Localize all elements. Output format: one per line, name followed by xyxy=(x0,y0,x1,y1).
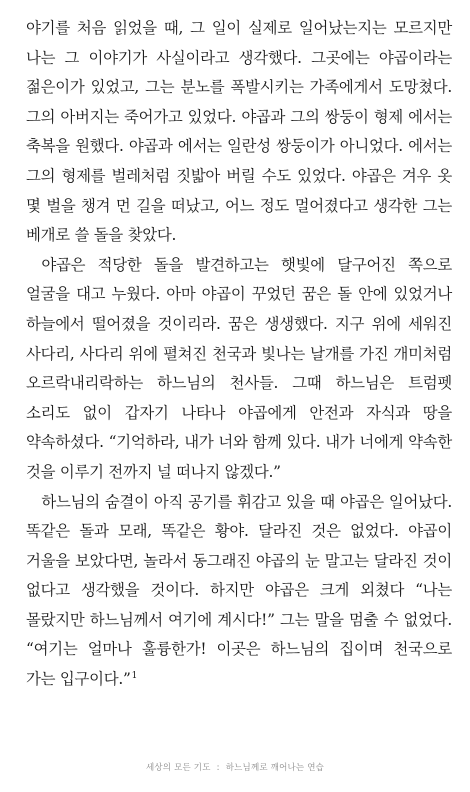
page-footer xyxy=(0,761,470,773)
body-paragraph-3 xyxy=(26,488,452,695)
footer-book-title: 세상의 모든 기도 xyxy=(145,763,211,773)
body-paragraph-2: 야곱은 적당한 돌을 발견하고는 햇빛에 달구어진 쪽으로 얼굴을 대고 누웠다. 아마 야곱이 꾸었던 꿈은 돌 안에 있었거나 하늘에서 떨어졌을 것이리라. 꿈은 생생했다. 지구 위에 세워진 사다리, 사다리 위에 펼쳐진 천국과 빛나는 날개를 가진 개미처럼 오르락내리락하는 하느님의 천사들. 그때 하느님은 트럼펫 소리도 없이 갑자기 나타나 야곱에게 안전과 자식과 땅을 약속하셨다. “기억하라, 내가 너와 함께 있다. 내가 너에게 약속한 것을 이루기 전까지 널 떠나지 않겠다.” xyxy=(26,255,452,481)
footer-chapter-title: 하느님께로 깨어나는 연습 xyxy=(225,763,325,773)
body-paragraph-3-text: 하느님의 숨결이 아직 공기를 휘감고 있을 때 야곱은 일어났다. 똑같은 돌과 모래, 똑같은 황야. 달라진 것은 없었다. 야곱이 거울을 보았다면, 놀라서 동그래진 야곱의 눈 말고는 달라진 것이 없다고 생각했을 것이다. 하지만 야곱은 크게 외쳤다 “나는 몰랐지만 하느님께서 여기에 계시다!” 그는 말을 멈출 수 없었다. “여기는 얼마나 훌륭한가! 이곳은 하느님의 집이며 천국으로 가는 입구이다.” xyxy=(26,492,452,689)
footer-separator: : xyxy=(216,763,220,773)
footnote-reference[interactable]: 1 xyxy=(131,670,138,681)
page-body xyxy=(26,14,452,695)
body-paragraph-1: 야기를 처음 읽었을 때, 그 일이 실제로 일어났는지는 모르지만 나는 그 이야기가 사실이라고 생각했다. 그곳에는 야곱이라는 젊은이가 있었고, 그는 분노를 폭발시키는 가족에게서 도망쳤다. 그의 아버지는 죽어가고 있었다. 야곱과 그의 쌍둥이 형제 에서는 축복을 원했다. 야곱과 에서는 일란성 쌍둥이가 아니었다. 에서는 그의 형제를 벌레처럼 짓밟아 버릴 수도 있었다. 야곱은 겨우 옷 몇 벌을 챙겨 먼 길을 떠났고, 어느 정도 멀어졌다고 생각한 그는 베개로 쓸 돌을 찾았다. xyxy=(26,19,452,245)
